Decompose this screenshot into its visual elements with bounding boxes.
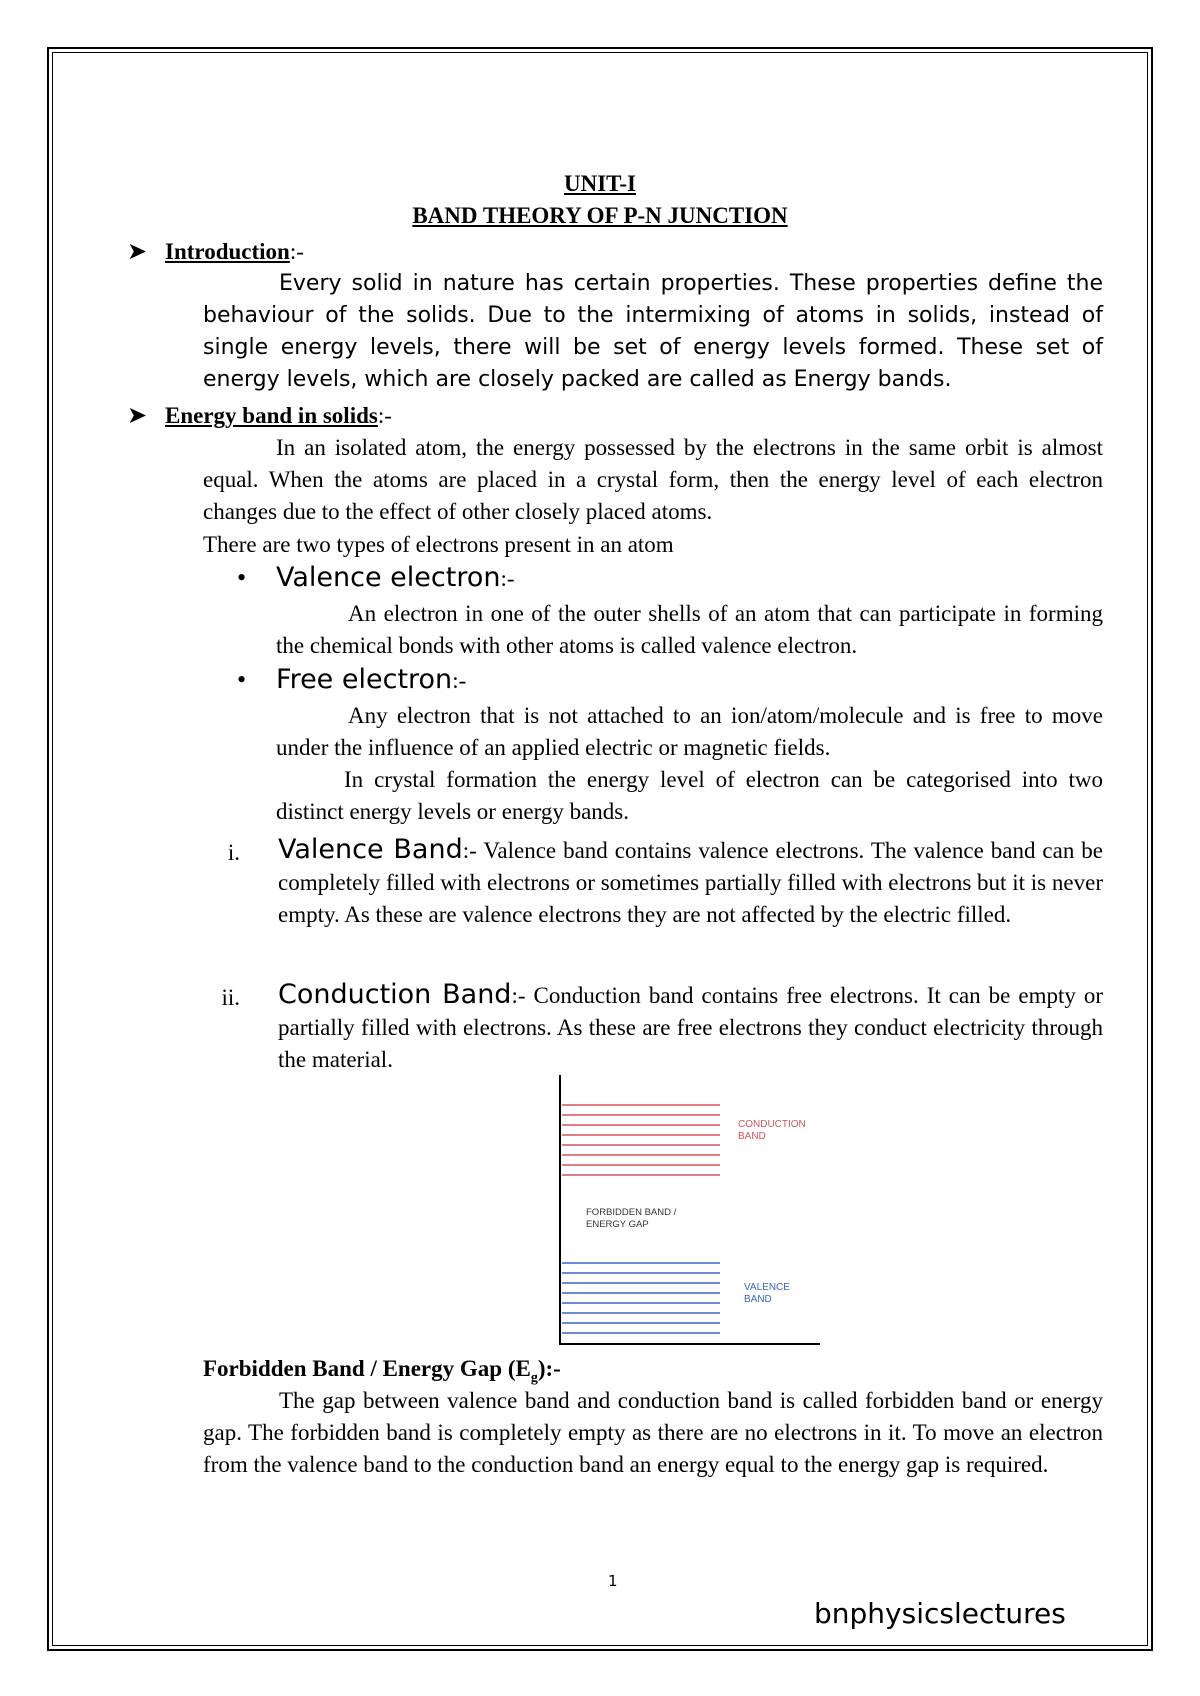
introduction-body: Every solid in nature has certain properties. These properties define the behaviour of the solids. Due to the intermixing of atoms in solids, instead of single energy levels, there will be set of energy levels formed. These set of energy levels, which are closely packed are called as Energy bands.: [203, 271, 1103, 392]
valence-electron-heading: [276, 562, 515, 595]
forbidden-body: The gap between valence band and conduction band is called forbidden band or energy gap. The forbidden band is completely empty as there are no electrons in it. To move an electron from the valence band to the conduction band an energy equal to the energy gap is required.: [203, 1388, 1103, 1477]
energy-band-heading-text: Energy band in solids: [165, 403, 378, 428]
unit-heading: UNIT-I: [563, 171, 636, 196]
forbidden-label-line2: ENERGY GAP: [586, 1219, 649, 1230]
conduction-band-item: [278, 979, 1103, 1076]
valence-band-suffix: :-: [462, 838, 477, 863]
forbidden-heading-main: Forbidden Band / Energy Gap (E: [203, 1356, 531, 1381]
valence-label-line1: VALENCE: [744, 1282, 790, 1293]
conduction-band-body: Conduction band contains free electrons. It can be empty or partially filled with electrons. As these are free electrons they conduct electricity through the material.: [278, 983, 1103, 1072]
valence-electron-suffix: :-: [500, 566, 515, 591]
conduction-label-line1: CONDUCTION: [738, 1119, 806, 1130]
page-number: 1: [608, 1572, 618, 1590]
bullet-dot-icon: •: [237, 665, 247, 694]
conduction-band-lines: [562, 1105, 720, 1175]
free-electron-heading: [276, 664, 466, 697]
energy-band-heading-suffix: :-: [377, 403, 392, 428]
forbidden-heading-end: ):-: [537, 1356, 561, 1381]
list-numeral: i.: [227, 840, 240, 865]
page-title: BAND THEORY OF P-N JUNCTION: [412, 203, 788, 228]
introduction-heading: [165, 236, 304, 268]
free-electron-suffix: :-: [452, 668, 467, 693]
forbidden-label-line1: FORBIDDEN BAND /: [586, 1207, 677, 1218]
arrow-bullet-icon: ➤: [127, 239, 148, 265]
energy-band-diagram: [550, 1075, 830, 1350]
conduction-band-suffix: :-: [511, 983, 526, 1008]
valence-band-lines: [562, 1263, 720, 1333]
valence-electron-body: An electron in one of the outer shells of an atom that can participate in forming the chemical bonds with other atoms is called valence electron.: [276, 601, 1103, 658]
crystal-formation-text: In crystal formation the energy level of electron can be categorised into two distinct energy levels or energy bands.: [276, 767, 1103, 824]
conduction-label-line2: BAND: [738, 1131, 766, 1142]
energy-band-body: In an isolated atom, the energy possessed by the electrons in the same orbit is almost equal. When the atoms are placed in a crystal form, then the energy level of each electron changes due to the effect of other closely placed atoms.: [203, 435, 1103, 524]
valence-label-line2: BAND: [744, 1294, 772, 1305]
conduction-band-title: Conduction Band: [278, 979, 512, 1010]
introduction-heading-text: Introduction: [165, 239, 290, 264]
energy-band-heading: [165, 400, 392, 432]
forbidden-heading-subscript: g: [530, 1370, 538, 1386]
free-electron-title: Free electron: [276, 664, 453, 695]
valence-electron-title: Valence electron: [276, 562, 501, 593]
footer-watermark: bnphysicslectures: [814, 1597, 1066, 1630]
electron-types-intro: There are two types of electrons present in an atom: [203, 532, 674, 557]
free-electron-body: Any electron that is not attached to an ion/atom/molecule and is free to move under the influence of an applied electric or magnetic fields.: [276, 703, 1103, 760]
arrow-bullet-icon: ➤: [127, 403, 148, 429]
valence-band-body: Valence band contains valence electrons. The valence band can be completely filled with electrons or sometimes partially filled with electrons but it is never empty. As these are valence electrons they are not affected by the electric filled.: [278, 838, 1103, 927]
valence-band-item: [278, 834, 1103, 931]
introduction-heading-suffix: :-: [289, 239, 304, 264]
valence-band-title: Valence Band: [278, 834, 463, 865]
bullet-dot-icon: •: [237, 563, 247, 592]
list-numeral: ii.: [221, 985, 240, 1010]
